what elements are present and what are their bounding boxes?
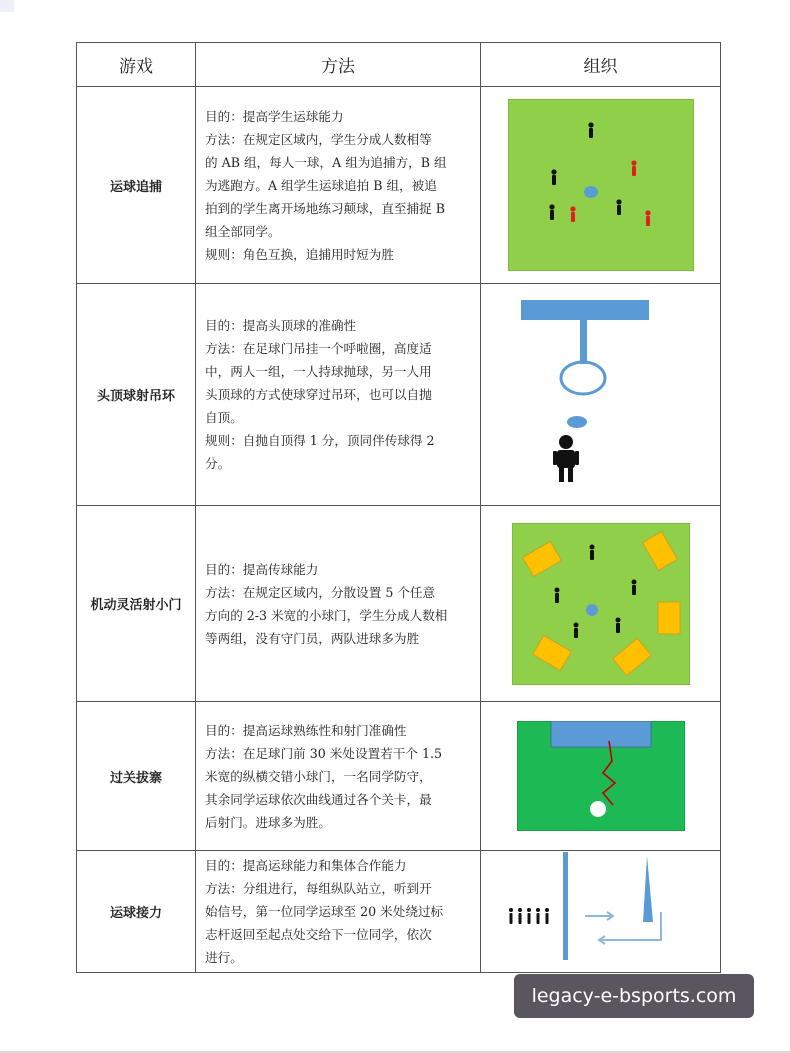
method-line: 方向的 2-3 米宽的小球门，学生分成人数相 (205, 607, 448, 623)
method-line: 目的：提高运球能力和集体合作能力 (205, 858, 407, 873)
method-line: 分。 (205, 456, 231, 471)
method-line: 目的：提高运球熟练性和射门准确性 (205, 722, 407, 738)
player-black-icon (588, 122, 593, 138)
method-line: 规则：角色互换，追捕用时短为胜 (205, 246, 394, 262)
small-goal-icon (658, 602, 680, 634)
table-header-row (77, 43, 721, 87)
marker-pole-icon (643, 856, 653, 922)
player-queue-icon (509, 908, 549, 924)
method-line: 方法：分组进行，每组纵队站立，听到开 (205, 881, 432, 896)
method-line: 志杆返回至起点处交给下一位同学，依次 (205, 927, 432, 942)
organization-cell (481, 87, 721, 284)
method-line: 自顶。 (205, 410, 243, 425)
table-row (77, 851, 721, 973)
method-text (196, 506, 481, 702)
table-row (77, 284, 721, 506)
game-name: 运球追捕 (77, 87, 196, 284)
method-line: 组全部同学。 (205, 223, 281, 239)
five-small-goals-diagram (512, 523, 690, 685)
ball-icon (584, 186, 598, 198)
method-line: 的 AB 组，每人一球，A 组为追捕方，B 组 (205, 154, 447, 170)
player-black-icon (551, 169, 556, 185)
player-black-icon (631, 579, 636, 595)
ball-icon (567, 416, 587, 428)
method-line: 始信号，第一位同学运球至 20 米处绕过标 (205, 904, 444, 919)
goal-crossbar-icon (521, 300, 649, 320)
corner-mark (0, 0, 14, 12)
method-line: 目的：提高学生运球能力 (205, 108, 344, 124)
game-name: 运球接力 (77, 851, 196, 973)
table-row (77, 702, 721, 851)
table-row (77, 506, 721, 702)
relay-lanes-diagram (483, 852, 719, 972)
hoop-icon (561, 362, 605, 394)
game-name: 头顶球射吊环 (77, 284, 196, 506)
method-line: 进行。 (205, 950, 243, 965)
player-red-icon (631, 160, 636, 176)
goal-icon (551, 721, 651, 747)
player-black-icon (615, 617, 620, 633)
hoop-rope-icon (580, 320, 587, 364)
player-black-icon (589, 544, 594, 560)
method-line: 方法：在规定区域内，学生分成人数相等 (205, 131, 432, 147)
method-line: 中，两人一组，一人持球抛球，另一人用 (205, 364, 432, 379)
method-text (196, 87, 481, 284)
organization-cell (481, 702, 721, 851)
game-name: 机动灵活射小门 (77, 506, 196, 702)
zigzag-to-goal-diagram (517, 721, 685, 831)
player-black-icon (573, 622, 578, 638)
method-text (196, 284, 481, 506)
start-line-icon (563, 852, 568, 960)
organization-cell (481, 284, 721, 506)
organization-cell (481, 506, 721, 702)
method-line: 为逃跑方。A 组学生运球追拍 B 组，被追 (205, 177, 437, 193)
method-line: 目的：提高头顶球的准确性 (205, 318, 357, 333)
method-text (196, 851, 481, 973)
method-text (196, 702, 481, 851)
player-red-icon (570, 206, 575, 222)
player-icon (553, 435, 579, 482)
ball-icon (590, 801, 606, 817)
method-line: 后射门。进球多为胜。 (205, 814, 331, 830)
header-game: 游戏 (77, 43, 196, 87)
method-line: 拍到的学生离开场地练习颠球，直至捕捉 B (205, 200, 445, 216)
arrow-right-icon (585, 912, 613, 920)
method-line: 方法：在规定区域内，分散设置 5 个任意 (205, 584, 436, 600)
method-line: 规则：自抛自顶得 1 分，顶同伴传球得 2 (205, 433, 435, 448)
method-line: 头顶球的方式使球穿过吊环，也可以自抛 (205, 387, 432, 402)
organization-cell (481, 851, 721, 973)
player-black-icon (554, 587, 559, 603)
ball-icon (586, 604, 598, 616)
player-black-icon (549, 204, 554, 220)
game-name: 过关拔寨 (77, 702, 196, 851)
method-line: 等两组，没有守门员，两队进球多为胜 (205, 630, 420, 646)
method-line: 目的：提高传球能力 (205, 561, 319, 577)
table-row (77, 87, 721, 284)
method-line: 方法：在足球门前 30 米处设置若干个 1.5 (205, 745, 442, 761)
watermark: legacy-e-bsports.com (514, 974, 754, 1018)
method-line: 方法：在足球门吊挂一个呼啦圈，高度适 (205, 341, 432, 356)
method-line: 米宽的纵横交错小球门，一名同学防守， (205, 768, 432, 784)
header-organization: 组织 (481, 43, 721, 87)
player-black-icon (616, 199, 621, 215)
player-red-icon (645, 210, 650, 226)
method-line: 其余同学运球依次曲线通过各个关卡，最 (205, 791, 432, 807)
drills-table (76, 42, 721, 973)
dribble-chase-field-diagram (508, 99, 694, 271)
header-through-hoop-diagram (521, 300, 681, 490)
header-method: 方法 (196, 43, 481, 87)
